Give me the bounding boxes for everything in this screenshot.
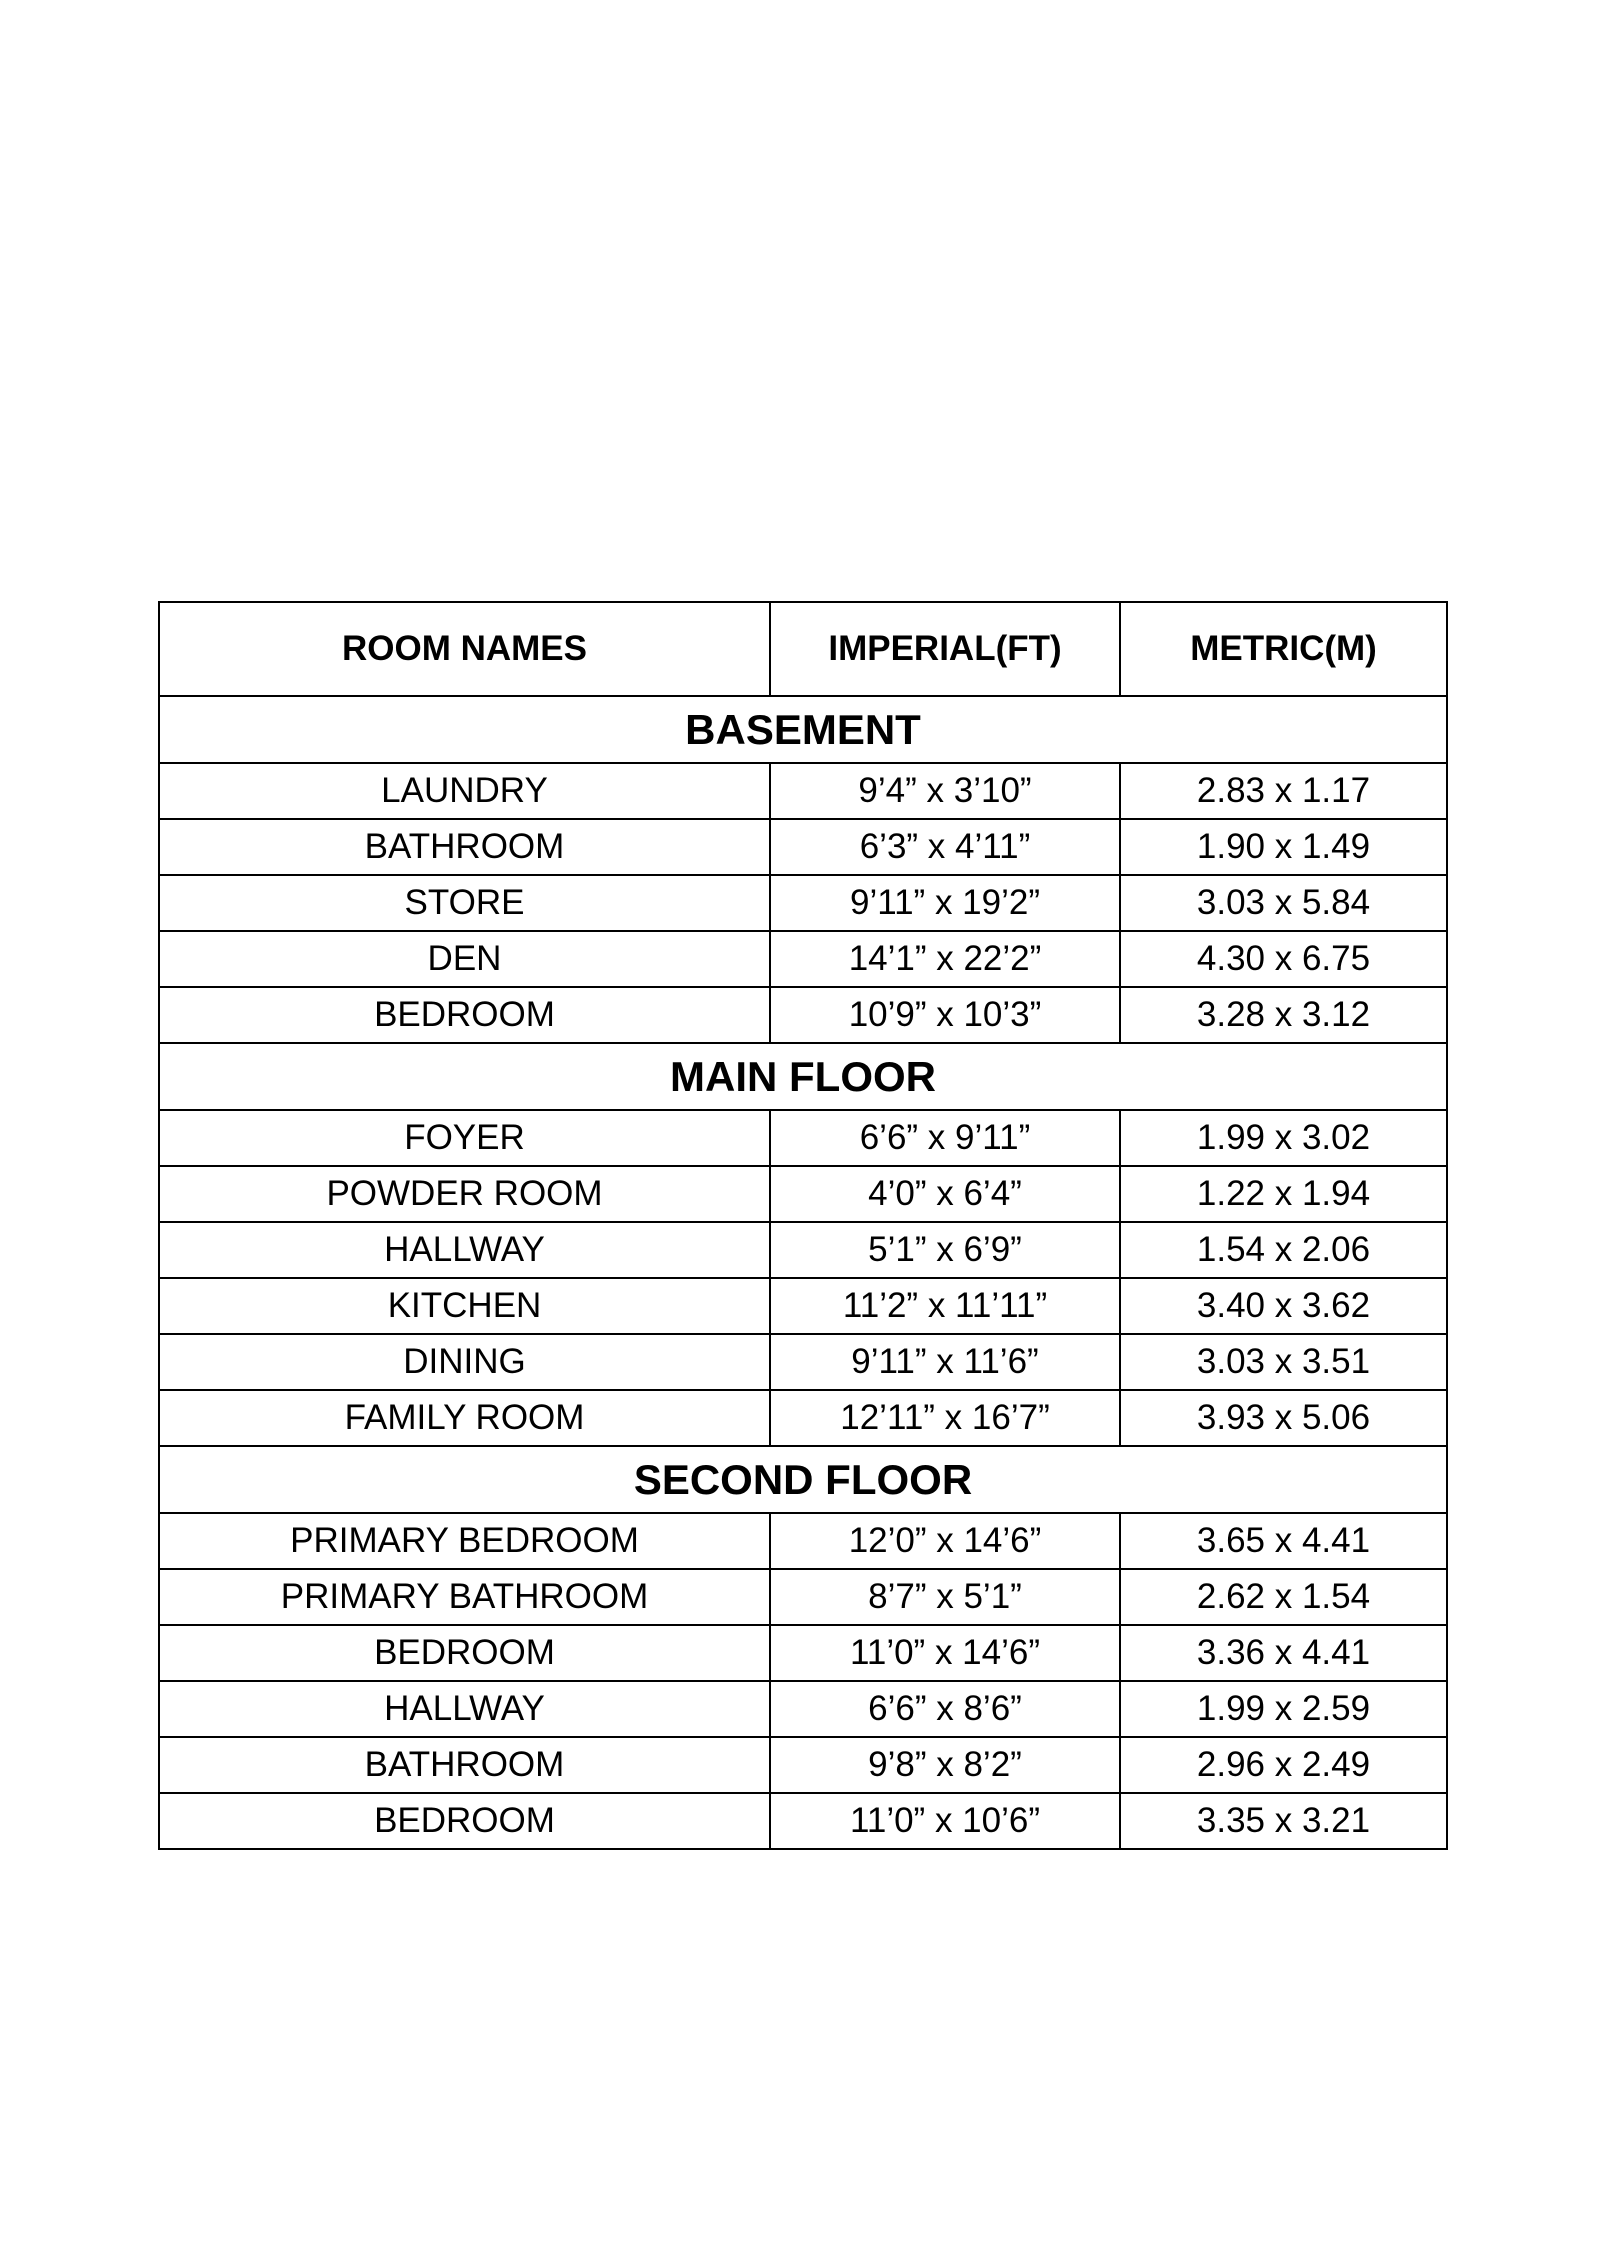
- table-row: [159, 1334, 1447, 1390]
- imperial-cell: 9’8” x 8’2”: [770, 1737, 1120, 1793]
- table-row: [159, 1625, 1447, 1681]
- metric-cell: 3.28 x 3.12: [1120, 987, 1447, 1043]
- metric-cell: 1.54 x 2.06: [1120, 1222, 1447, 1278]
- header-room-names: ROOM NAMES: [159, 602, 770, 696]
- table-row: [159, 819, 1447, 875]
- imperial-cell: 6’3” x 4’11”: [770, 819, 1120, 875]
- table-row: [159, 1166, 1447, 1222]
- metric-cell: 1.90 x 1.49: [1120, 819, 1447, 875]
- section-title: SECOND FLOOR: [159, 1446, 1447, 1513]
- table-row: [159, 1390, 1447, 1446]
- metric-cell: 3.03 x 3.51: [1120, 1334, 1447, 1390]
- table-row: [159, 1222, 1447, 1278]
- section-row-basement: [159, 696, 1447, 763]
- room-cell: HALLWAY: [159, 1681, 770, 1737]
- table-row: [159, 987, 1447, 1043]
- imperial-cell: 4’0” x 6’4”: [770, 1166, 1120, 1222]
- metric-cell: 3.03 x 5.84: [1120, 875, 1447, 931]
- table-row: [159, 1569, 1447, 1625]
- imperial-cell: 11’0” x 14’6”: [770, 1625, 1120, 1681]
- room-cell: LAUNDRY: [159, 763, 770, 819]
- metric-cell: 3.35 x 3.21: [1120, 1793, 1447, 1849]
- room-cell: POWDER ROOM: [159, 1166, 770, 1222]
- room-cell: FAMILY ROOM: [159, 1390, 770, 1446]
- imperial-cell: 9’11” x 11’6”: [770, 1334, 1120, 1390]
- metric-cell: 3.36 x 4.41: [1120, 1625, 1447, 1681]
- imperial-cell: 5’1” x 6’9”: [770, 1222, 1120, 1278]
- metric-cell: 3.65 x 4.41: [1120, 1513, 1447, 1569]
- table-row: [159, 875, 1447, 931]
- room-cell: DEN: [159, 931, 770, 987]
- section-row-second-floor: [159, 1446, 1447, 1513]
- table-row: [159, 1793, 1447, 1849]
- metric-cell: 2.62 x 1.54: [1120, 1569, 1447, 1625]
- imperial-cell: 11’0” x 10’6”: [770, 1793, 1120, 1849]
- room-cell: KITCHEN: [159, 1278, 770, 1334]
- table-body: [159, 696, 1447, 1849]
- section-row-main-floor: [159, 1043, 1447, 1110]
- metric-cell: 2.83 x 1.17: [1120, 763, 1447, 819]
- metric-cell: 1.99 x 3.02: [1120, 1110, 1447, 1166]
- room-dimensions-table: [158, 601, 1448, 1850]
- table-row: [159, 1681, 1447, 1737]
- section-title: BASEMENT: [159, 696, 1447, 763]
- metric-cell: 3.93 x 5.06: [1120, 1390, 1447, 1446]
- room-cell: HALLWAY: [159, 1222, 770, 1278]
- imperial-cell: 12’11” x 16’7”: [770, 1390, 1120, 1446]
- imperial-cell: 9’4” x 3’10”: [770, 763, 1120, 819]
- imperial-cell: 8’7” x 5’1”: [770, 1569, 1120, 1625]
- table-row: [159, 1278, 1447, 1334]
- metric-cell: 2.96 x 2.49: [1120, 1737, 1447, 1793]
- imperial-cell: 14’1” x 22’2”: [770, 931, 1120, 987]
- imperial-cell: 9’11” x 19’2”: [770, 875, 1120, 931]
- metric-cell: 1.22 x 1.94: [1120, 1166, 1447, 1222]
- imperial-cell: 10’9” x 10’3”: [770, 987, 1120, 1043]
- table-row: [159, 1513, 1447, 1569]
- header-row: [159, 602, 1447, 696]
- room-cell: BEDROOM: [159, 987, 770, 1043]
- table-row: [159, 763, 1447, 819]
- imperial-cell: 6’6” x 9’11”: [770, 1110, 1120, 1166]
- room-cell: PRIMARY BATHROOM: [159, 1569, 770, 1625]
- metric-cell: 3.40 x 3.62: [1120, 1278, 1447, 1334]
- imperial-cell: 6’6” x 8’6”: [770, 1681, 1120, 1737]
- imperial-cell: 12’0” x 14’6”: [770, 1513, 1120, 1569]
- table-row: [159, 1737, 1447, 1793]
- room-cell: BATHROOM: [159, 1737, 770, 1793]
- header-metric: METRIC(M): [1120, 602, 1447, 696]
- header-imperial: IMPERIAL(FT): [770, 602, 1120, 696]
- metric-cell: 4.30 x 6.75: [1120, 931, 1447, 987]
- room-cell: FOYER: [159, 1110, 770, 1166]
- table-row: [159, 931, 1447, 987]
- imperial-cell: 11’2” x 11’11”: [770, 1278, 1120, 1334]
- metric-cell: 1.99 x 2.59: [1120, 1681, 1447, 1737]
- room-cell: BEDROOM: [159, 1625, 770, 1681]
- room-cell: DINING: [159, 1334, 770, 1390]
- room-cell: BEDROOM: [159, 1793, 770, 1849]
- section-title: MAIN FLOOR: [159, 1043, 1447, 1110]
- room-cell: PRIMARY BEDROOM: [159, 1513, 770, 1569]
- room-cell: STORE: [159, 875, 770, 931]
- room-cell: BATHROOM: [159, 819, 770, 875]
- table-row: [159, 1110, 1447, 1166]
